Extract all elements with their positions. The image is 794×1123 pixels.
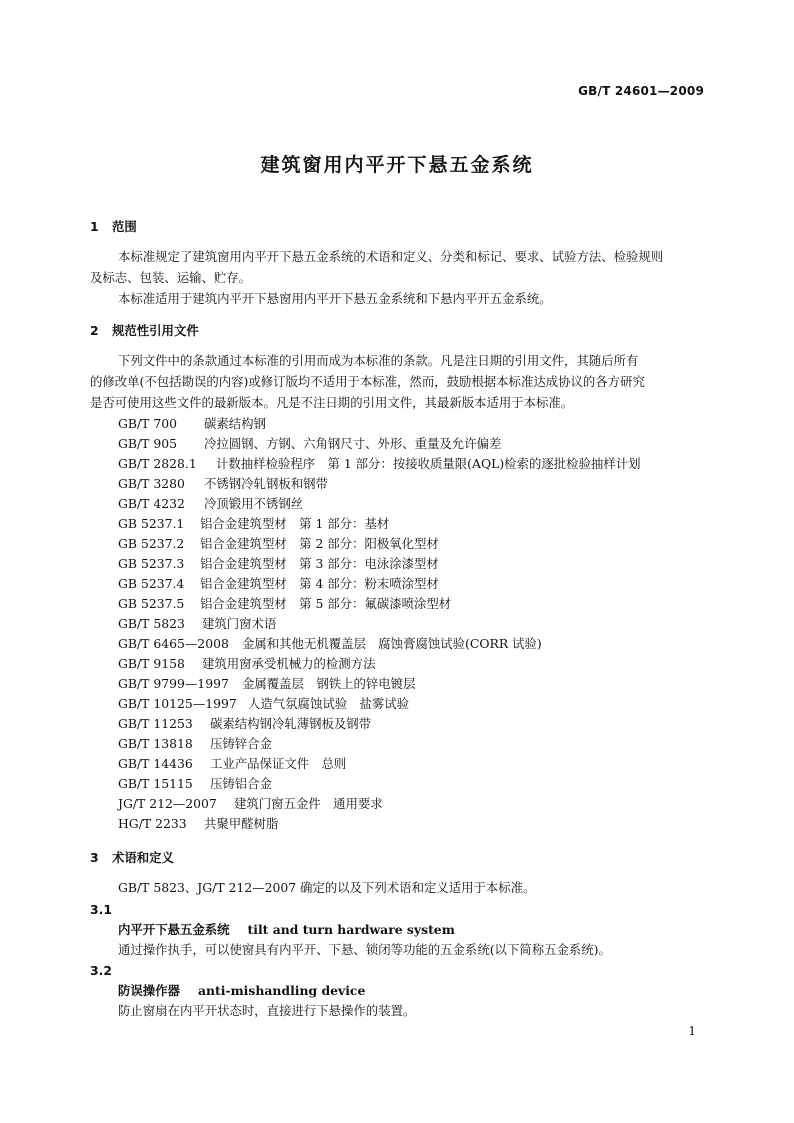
section-heading [90, 323, 199, 339]
reference-code: GB/T 9799—1997 [118, 676, 229, 691]
reference-code: GB 5237.4 [118, 576, 185, 591]
page-number: 1 [688, 1024, 696, 1038]
paragraph-line: 本标准适用于建筑内平开下悬窗用内平开下悬五金系统和下悬内平开五金系统。 [118, 291, 552, 306]
term-name-cn: 内平开下悬五金系统 [118, 922, 230, 937]
reference-code: GB 5237.5 [118, 596, 185, 611]
term-name [118, 983, 365, 999]
paragraph-line: 及标志、包装、运输、贮存。 [90, 270, 252, 285]
term-number: 3.1 [90, 902, 112, 917]
paragraph-line: 是否可使用这些文件的最新版本。凡是不注日期的引用文件，其最新版本适用于本标准。 [90, 395, 574, 410]
term-definition: 防止窗扇在内平开状态时，直接进行下悬操作的装置。 [118, 1003, 416, 1018]
reference-item [118, 456, 640, 472]
reference-item [118, 656, 375, 672]
reference-item [118, 636, 542, 652]
reference-title: 工业产品保证文件 总则 [210, 756, 347, 771]
reference-code: HG/T 2233 [118, 816, 187, 831]
reference-item [118, 776, 272, 792]
reference-title: 金属和其他无机覆盖层 腐蚀膏腐蚀试验(CORR 试验) [242, 636, 542, 651]
reference-title: 冷拉圆钢、方钢、六角钢尺寸、外形、重量及允许偏差 [204, 436, 502, 451]
reference-code: GB 5237.2 [118, 536, 185, 551]
reference-title: 建筑用窗承受机械力的检测方法 [202, 656, 376, 671]
section-title: 术语和定义 [112, 850, 174, 865]
reference-code: GB/T 4232 [118, 496, 185, 511]
reference-code: GB/T 10125—1997 [118, 696, 237, 711]
reference-item [118, 436, 501, 452]
reference-item [118, 756, 346, 772]
reference-item [118, 796, 383, 812]
reference-code: GB/T 15115 [118, 776, 193, 791]
reference-code: GB/T 2828.1 [118, 456, 197, 471]
reference-title: 铝合金建筑型材 第 3 部分：电泳涂漆型材 [200, 556, 439, 571]
reference-title: 铝合金建筑型材 第 5 部分：氟碳漆喷涂型材 [200, 596, 452, 611]
document-title: 建筑窗用内平开下悬五金系统 [260, 154, 534, 176]
reference-item [118, 736, 272, 752]
reference-code: GB/T 11253 [118, 716, 193, 731]
reference-item [118, 516, 389, 532]
section-number: 2 [90, 323, 99, 338]
reference-title: 共聚甲醛树脂 [204, 816, 279, 831]
reference-item [118, 596, 451, 612]
reference-code: GB/T 6465—2008 [118, 636, 229, 651]
reference-title: 碳素结构钢冷轧薄钢板及钢带 [210, 716, 372, 731]
reference-code: JG/T 212—2007 [118, 796, 217, 811]
reference-title: 冷顶锻用不锈钢丝 [204, 496, 304, 511]
reference-item [118, 416, 266, 432]
reference-code: GB/T 9158 [118, 656, 185, 671]
reference-title: 金属覆盖层 钢铁上的锌电镀层 [242, 676, 416, 691]
reference-title: 铝合金建筑型材 第 1 部分：基材 [200, 516, 390, 531]
section-title: 规范性引用文件 [112, 323, 199, 338]
reference-title: 建筑门窗五金件 通用要求 [234, 796, 383, 811]
reference-code: GB/T 5823 [118, 616, 185, 631]
reference-code: GB/T 14436 [118, 756, 193, 771]
paragraph-line: 下列文件中的条款通过本标准的引用而成为本标准的条款。凡是注日期的引用文件，其随后所有 [118, 353, 639, 368]
reference-item [118, 576, 439, 592]
reference-title: 建筑门窗术语 [202, 616, 277, 631]
reference-item [118, 496, 303, 512]
reference-item [118, 676, 415, 692]
term-name-en: tilt and turn hardware system [247, 922, 455, 937]
paragraph-line: GB/T 5823、JG/T 212—2007 确定的以及下列术语和定义适用于本标准。 [118, 880, 536, 895]
section-number: 3 [90, 850, 99, 865]
reference-item [118, 536, 439, 552]
reference-title: 人造气氛腐蚀试验 盐雾试验 [248, 696, 410, 711]
section-number: 1 [90, 219, 99, 234]
reference-code: GB/T 905 [118, 436, 178, 451]
reference-code: GB/T 3280 [118, 476, 185, 491]
term-definition: 通过操作执手，可以使窗具有内平开、下悬、锁闭等功能的五金系统(以下简称五金系统)。 [118, 942, 611, 957]
standard-code: GB/T 24601—2009 [578, 84, 704, 98]
section-heading [90, 219, 137, 235]
reference-title: 不锈钢冷轧钢板和钢带 [204, 476, 328, 491]
paragraph-line: 的修改单(不包括勘误的内容)或修订版均不适用于本标准，然而，鼓励根据本标准达成协议的各方研究 [90, 374, 645, 389]
reference-title: 压铸锌合金 [210, 736, 272, 751]
paragraph-line: 本标准规定了建筑窗用内平开下悬五金系统的术语和定义、分类和标记、要求、试验方法、检验规则 [118, 249, 664, 264]
reference-item [118, 696, 409, 712]
term-name [118, 922, 455, 938]
reference-title: 铝合金建筑型材 第 2 部分：阳极氧化型材 [200, 536, 439, 551]
reference-title: 碳素结构钢 [204, 416, 266, 431]
section-heading [90, 850, 174, 866]
reference-code: GB 5237.3 [118, 556, 185, 571]
reference-code: GB/T 13818 [118, 736, 193, 751]
reference-title: 计数抽样检验程序 第 1 部分：按接收质量限(AQL)检索的逐批检验抽样计划 [216, 456, 641, 471]
reference-code: GB/T 700 [118, 416, 178, 431]
term-number: 3.2 [90, 963, 112, 978]
term-name-cn: 防误操作器 [118, 983, 180, 998]
term-name-en: anti-mishandling device [197, 983, 366, 998]
reference-title: 压铸铝合金 [210, 776, 272, 791]
reference-item [118, 716, 371, 732]
reference-code: GB 5237.1 [118, 516, 185, 531]
reference-item [118, 816, 278, 832]
reference-title: 铝合金建筑型材 第 4 部分：粉末喷涂型材 [200, 576, 439, 591]
reference-item [118, 476, 328, 492]
reference-item [118, 556, 439, 572]
section-title: 范围 [112, 219, 137, 234]
reference-item [118, 616, 276, 632]
